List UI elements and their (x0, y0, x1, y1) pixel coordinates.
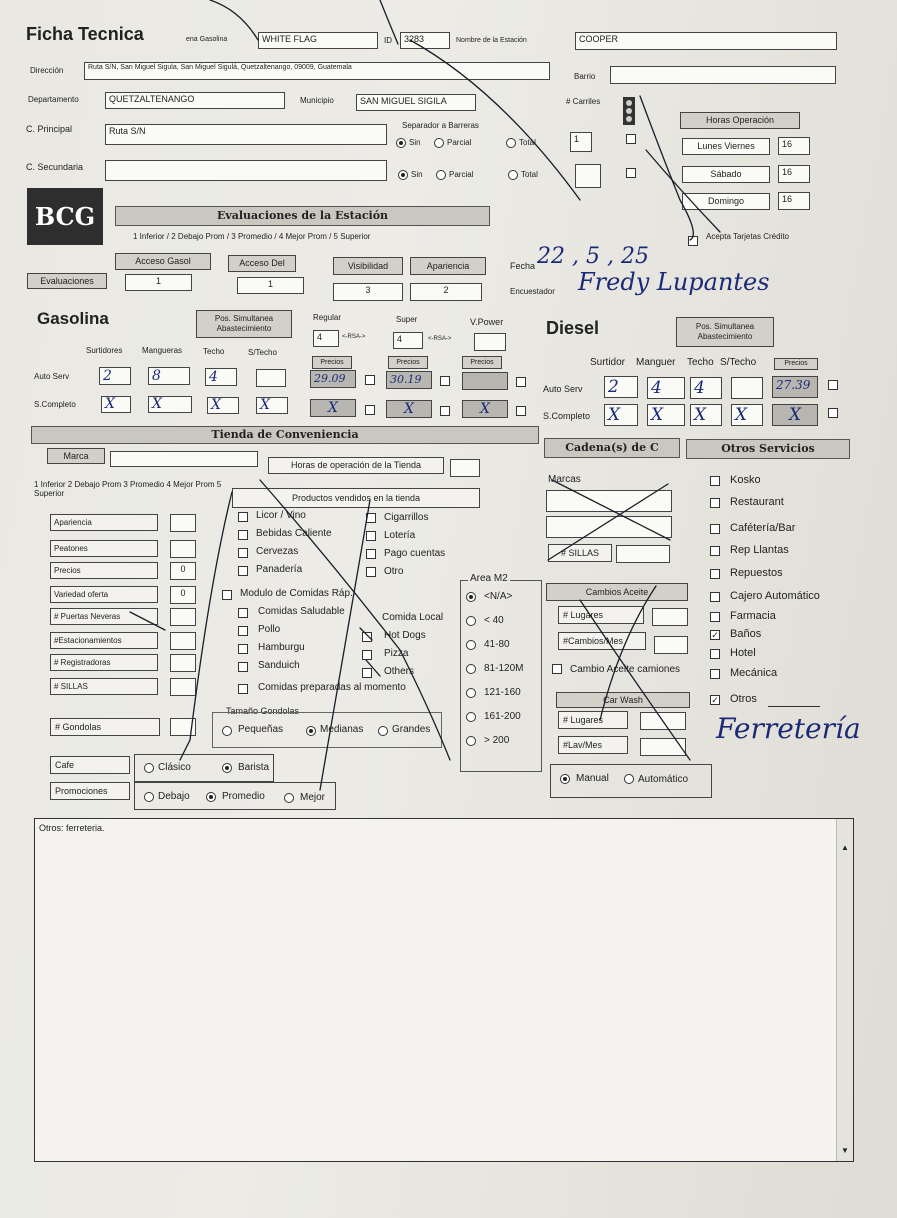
station-label: Nombre de la Estación (456, 37, 527, 44)
tienda-row-field[interactable]: 0 (170, 562, 196, 580)
tienda-header: Tienda de Conveniencia (31, 426, 539, 444)
carwash-lugares-label: # Lugares (558, 711, 628, 729)
promo-promedio-radio[interactable] (206, 792, 216, 802)
diesel-col-techo: Techo (687, 357, 714, 368)
otros-header: Otros Servicios (686, 439, 850, 459)
diesel-col-stecho: S/Techo (720, 357, 757, 368)
scroll-up-icon[interactable]: ▲ (841, 843, 849, 852)
sep2-parcial-radio[interactable] (436, 170, 446, 180)
super-field[interactable]: 4 (393, 332, 423, 349)
gas-precios-3-label: Precios (462, 356, 502, 369)
producto-label: Cigarrillos (384, 512, 429, 523)
station-field[interactable]: COOPER (575, 32, 837, 50)
sep2-sin-label: Sin (411, 170, 423, 179)
gas-auto-precio-2[interactable]: 30.19 (386, 371, 432, 389)
rsa-label-2: <-RSA-> (428, 336, 452, 342)
gondolas-label: # Gondolas (50, 718, 160, 736)
diesel-col-manguer: Manguer (636, 357, 676, 368)
acceso-del-label: Acceso Del (228, 255, 296, 272)
producto-check[interactable] (366, 567, 376, 577)
regular-label: Regular (313, 313, 342, 322)
producto-label: Lotería (384, 530, 416, 541)
gas-auto-surtidores[interactable]: 2 (99, 367, 131, 385)
diesel-auto-stecho[interactable] (731, 377, 763, 399)
diesel-comp-surtidor[interactable]: X (604, 404, 638, 426)
producto-label: Otro (384, 566, 404, 577)
cafe-clasico-radio[interactable] (144, 763, 154, 773)
comida-label: Hamburgu (258, 642, 305, 653)
camiones-check[interactable] (552, 664, 562, 674)
sep1-sin-radio[interactable] (396, 138, 406, 148)
otros-label: Kosko (730, 474, 761, 486)
comida-label: Hot Dogs (384, 630, 426, 641)
sep2-sin-radio[interactable] (398, 170, 408, 180)
tarjetas-label: Acepta Tarjetas Crédito (706, 232, 790, 241)
tienda-row-label: Peatones (50, 540, 158, 557)
sep2-total-radio[interactable] (508, 170, 518, 180)
area-label: <N/A> (484, 591, 513, 602)
comida-label: Pizza (384, 648, 409, 659)
gas-comp-precio-2-check[interactable] (440, 406, 450, 416)
producto-check[interactable] (238, 530, 248, 540)
gas-precios-2-label: Precios (388, 356, 428, 369)
diesel-auto-precio[interactable]: 27.39 (772, 376, 818, 398)
area-radio[interactable] (466, 736, 476, 746)
tienda-row-label: #Estacionamientos (50, 632, 158, 649)
comida-check[interactable] (238, 684, 248, 694)
tienda-scale: 1 Inferior 2 Debajo Prom 3 Promedio 4 Mejor Prom 5 Superior (34, 480, 222, 498)
gas-pos-button[interactable]: Pos. Simultanea Abastecimiento (196, 310, 292, 338)
tienda-row-label: Variedad oferta (50, 586, 158, 603)
otros-label: Cajero Automático (730, 590, 820, 602)
diesel-comp-precio-check[interactable] (828, 408, 838, 418)
otros-label: Restaurant (730, 496, 784, 508)
cambios-mes-field[interactable] (654, 636, 688, 654)
marcas-field-2[interactable] (546, 516, 672, 538)
comida-check[interactable] (362, 632, 372, 642)
diesel-comp-techo[interactable]: X (690, 404, 722, 426)
cambios-lugares-field[interactable] (652, 608, 688, 626)
dom-label: Domingo (682, 193, 770, 210)
id-label: ID (384, 36, 392, 45)
tamano-grandes-label: Grandes (392, 724, 431, 735)
tienda-row-field[interactable] (170, 514, 196, 532)
otros-check[interactable] (710, 498, 720, 508)
cambios-aceite-button[interactable]: Cambios Aceite (546, 583, 688, 601)
gas-auto-precio-2-check[interactable] (440, 376, 450, 386)
area-label: 41-80 (484, 639, 510, 650)
area-radio[interactable] (466, 592, 476, 602)
marca-label: Marca (47, 448, 105, 464)
notes-text: Otros: ferreteria. (39, 823, 105, 833)
gas-col-mangueras: Mangueras (142, 346, 183, 355)
gas-comp-mangueras[interactable]: X (148, 396, 192, 413)
acceso-gasol-label: Acceso Gasol (115, 253, 211, 270)
marcas-label: Marcas (548, 474, 581, 485)
producto-label: Pago cuentas (384, 548, 446, 559)
area-radio[interactable] (466, 688, 476, 698)
manual-radio[interactable] (560, 774, 570, 784)
gas-comp-stecho[interactable]: X (256, 397, 288, 414)
tamano-pequenas-label: Pequeñas (238, 724, 284, 735)
horas-tienda-field[interactable] (450, 459, 480, 477)
sab-field[interactable]: 16 (778, 165, 810, 183)
area-title: Area M2 (470, 573, 508, 584)
brand-label: ena Gasolina (186, 36, 228, 43)
gas-comp-precio-1[interactable]: X (310, 399, 356, 417)
gasolina-title: Gasolina (37, 309, 109, 328)
producto-check[interactable] (238, 566, 248, 576)
otros-check[interactable] (710, 569, 720, 579)
gas-comp-precio-3[interactable]: X (462, 400, 508, 418)
tamano-medianas-radio[interactable] (306, 726, 316, 736)
tamano-grandes-radio[interactable] (378, 726, 388, 736)
sep1-total-radio[interactable] (506, 138, 516, 148)
comida-label: Pollo (258, 624, 281, 635)
gas-precios-1-label: Precios (312, 356, 352, 369)
diesel-title: Diesel (546, 318, 600, 338)
otros-check[interactable]: ✓ (711, 695, 719, 705)
muni-label: Municipio (300, 96, 334, 105)
area-radio[interactable] (466, 664, 476, 674)
notes-scrollbar[interactable] (836, 819, 853, 1161)
sep2-parcial-label: Parcial (449, 170, 474, 179)
producto-label: Licor / Vino (256, 510, 306, 521)
sep1-parcial-radio[interactable] (434, 138, 444, 148)
fecha-value: 22 , 5 , 25 (537, 244, 649, 269)
barrio-label: Barrio (574, 72, 596, 81)
gondolas-field[interactable] (170, 718, 196, 736)
direccion-label: Dirección (30, 66, 64, 75)
vpower-field[interactable] (474, 333, 506, 351)
lv-field[interactable]: 16 (778, 137, 810, 155)
otros-label: Otros (730, 693, 757, 705)
sep1-sin-label: Sin (409, 138, 421, 147)
otros-label: Farmacia (730, 610, 776, 622)
id-field[interactable]: 3283 (400, 32, 450, 49)
secundaria-label: C. Secundaria (26, 162, 84, 172)
direccion-field[interactable]: Ruta S/N, San Miguel Sigula, San Miguel Sigulá, Quetzaltenango, 09009, Guatemala (84, 62, 550, 80)
tienda-row-label: Precios (50, 562, 158, 579)
producto-check[interactable] (366, 549, 376, 559)
comida-label: Comida Local (382, 612, 444, 623)
producto-label: Panadería (256, 564, 303, 575)
comida-check[interactable] (362, 650, 372, 660)
acceso-del-field[interactable]: 1 (237, 277, 304, 294)
vpower-label: V.Power (470, 317, 504, 327)
marcas-field-1[interactable] (546, 490, 672, 512)
lav-mes-field[interactable] (640, 738, 686, 756)
gas-comp-surtidores[interactable]: X (101, 396, 131, 413)
producto-label: Bebidas Caliente (256, 528, 332, 539)
producto-check[interactable] (238, 512, 248, 522)
diesel-auto-manguer[interactable]: 4 (647, 377, 685, 399)
cadena-sillas-field[interactable] (616, 545, 670, 563)
manual-label: Manual (576, 773, 609, 784)
diesel-comp-precio[interactable]: X (772, 404, 818, 426)
gas-comp-precio-2[interactable]: X (386, 400, 432, 418)
promo-mejor-radio[interactable] (284, 793, 294, 803)
diesel-pos-button[interactable]: Pos. Simultanea Abastecimiento (676, 317, 774, 347)
lav-mes-label: #Lav/Mes (558, 736, 628, 754)
tienda-row-label: # Registradoras (50, 654, 158, 671)
tienda-row-label: Apariencia (50, 514, 158, 531)
tienda-row-field[interactable] (170, 540, 196, 558)
sep1-total-label: Total (519, 138, 536, 147)
carriles-label: # Carriles (566, 97, 601, 106)
gas-auto-techo[interactable]: 4 (205, 368, 237, 386)
eval-header: Evaluaciones de la Estación (115, 206, 490, 226)
bcg-logo: BCG (27, 188, 103, 245)
productos-label: Productos vendidos en la tienda (232, 488, 480, 508)
gas-auto-precio-1-check[interactable] (365, 375, 375, 385)
traffic-light-icon (620, 96, 638, 126)
comida-check[interactable] (238, 662, 248, 672)
comida-label: Comidas preparadas al momento (258, 682, 406, 693)
tienda-row-field[interactable] (170, 608, 196, 626)
promo-mejor-label: Mejor (300, 792, 326, 803)
tamano-label: Tamaño Gondolas (226, 706, 300, 716)
carriles-1-check[interactable] (626, 134, 636, 144)
notes-textarea[interactable] (34, 818, 854, 1162)
sep1-parcial-label: Parcial (447, 138, 472, 147)
cadena-sillas-label: # SILLAS (548, 544, 612, 562)
evaluaciones-button[interactable]: Evaluaciones (27, 273, 107, 289)
comida-check[interactable] (362, 668, 372, 678)
rsa-label-1: <-RSA-> (342, 334, 366, 340)
otros-check[interactable] (710, 669, 720, 679)
area-label: 121-160 (484, 687, 521, 698)
principal-field[interactable]: Ruta S/N (105, 124, 387, 145)
comida-label: Sanduich (258, 660, 300, 671)
gas-col-stecho: S/Techo (248, 348, 277, 357)
horas-operacion-button[interactable]: Horas Operación (680, 112, 800, 129)
principal-label: C. Principal (26, 124, 73, 134)
diesel-col-surtidor: Surtidor (590, 357, 626, 368)
promo-promedio-label: Promedio (222, 791, 265, 802)
otros-label: Hotel (730, 647, 756, 659)
visibilidad-label: Visibilidad (333, 257, 403, 275)
diesel-scompleto-label: S.Completo (543, 411, 591, 421)
gas-auto-precio-3[interactable] (462, 372, 508, 390)
diesel-auto-precio-check[interactable] (828, 380, 838, 390)
horas-tienda-label: Horas de operación de la Tienda (268, 457, 444, 474)
diesel-comp-manguer[interactable]: X (647, 404, 685, 426)
otros-check[interactable] (710, 524, 720, 534)
gas-comp-precio-3-check[interactable] (516, 406, 526, 416)
carwash-lugares-field[interactable] (640, 712, 686, 730)
super-label: Super (396, 315, 418, 324)
area-radio[interactable] (466, 712, 476, 722)
modulo-label: Modulo de Comidas Ráp. (240, 588, 353, 599)
otros-label: Cafétería/Bar (730, 522, 796, 534)
cambios-lugares-label: # Lugares (558, 606, 644, 624)
barrio-field[interactable] (610, 66, 836, 84)
diesel-auto-surtidor[interactable]: 2 (604, 376, 638, 398)
visibilidad-field[interactable]: 3 (333, 283, 403, 301)
eval-scale: 1 Inferior / 2 Debajo Prom / 3 Promedio / 4 Mejor Prom / 5 Superior (133, 232, 371, 241)
producto-check[interactable] (366, 531, 376, 541)
otros-check[interactable] (710, 476, 720, 486)
otros-check[interactable] (710, 649, 720, 659)
form-title: Ficha Tecnica (26, 24, 144, 44)
encuestador-label: Encuestador (510, 287, 555, 296)
area-label: 161-200 (484, 711, 521, 722)
tamano-pequenas-radio[interactable] (222, 726, 232, 736)
area-radio[interactable] (466, 616, 476, 626)
diesel-autoserv-label: Auto Serv (543, 384, 583, 394)
cafe-barista-label: Barista (238, 762, 270, 773)
otros-check[interactable] (710, 592, 720, 602)
gas-autoserv-label: Auto Serv (34, 372, 70, 381)
gas-auto-precio-1[interactable]: 29.09 (310, 370, 356, 388)
diesel-precios-label: Precios (774, 358, 818, 370)
tamano-medianas-label: Medianas (320, 724, 364, 735)
carriles-1-field[interactable]: 1 (570, 132, 592, 152)
scroll-down-icon[interactable]: ▼ (841, 1146, 849, 1155)
comida-check[interactable] (238, 608, 248, 618)
muni-field[interactable]: SAN MIGUEL SIGILA (356, 94, 476, 111)
comida-label: Others (384, 666, 415, 677)
gas-auto-stecho[interactable] (256, 369, 286, 387)
otros-label: Repuestos (730, 567, 783, 579)
comida-check[interactable] (238, 644, 248, 654)
carwash-button[interactable]: Car Wash (556, 692, 690, 708)
apariencia-label: Apariencia (410, 257, 486, 275)
gas-col-surtidores: Surtidores (86, 346, 123, 355)
dom-field[interactable]: 16 (778, 192, 810, 210)
cafe-label: Cafe (50, 756, 130, 774)
tienda-row-field[interactable] (170, 678, 196, 696)
otros-label: Mecánica (730, 667, 778, 679)
acceso-gasol-field[interactable]: 1 (125, 274, 192, 291)
gas-auto-mangueras[interactable]: 8 (148, 367, 190, 385)
area-label: > 200 (484, 735, 510, 746)
tienda-row-label: # Puertas Neveras (50, 608, 158, 625)
cafe-barista-radio[interactable] (222, 763, 232, 773)
tienda-row-field[interactable] (170, 654, 196, 672)
fecha-label: Fecha (510, 261, 536, 271)
gas-scompleto-label: S.Completo (34, 400, 76, 409)
gas-col-techo: Techo (203, 347, 225, 356)
modulo-check[interactable] (222, 590, 232, 600)
depto-label: Departamento (28, 95, 79, 104)
automatico-label: Automático (638, 774, 689, 785)
area-label: 81-120M (484, 663, 524, 674)
area-radio[interactable] (466, 640, 476, 650)
regular-field[interactable]: 4 (313, 330, 339, 347)
promo-debajo-radio[interactable] (144, 792, 154, 802)
producto-label: Cervezas (256, 546, 299, 557)
depto-field[interactable]: QUETZALTENANGO (105, 92, 285, 109)
comida-label: Comidas Saludable (258, 606, 345, 617)
secundaria-field[interactable] (105, 160, 387, 181)
marca-field[interactable] (110, 451, 258, 467)
cadena-header: Cadena(s) de C (544, 438, 680, 458)
tienda-row-field[interactable]: 0 (170, 586, 196, 604)
brand-field[interactable]: WHITE FLAG (258, 32, 378, 49)
tienda-row-label: # SILLAS (50, 678, 158, 695)
otros-check[interactable]: ✓ (711, 630, 719, 640)
lv-label: Lunes Viernes (682, 138, 770, 155)
otros-check[interactable] (710, 612, 720, 622)
otros-handwritten: Ferretería (716, 712, 861, 745)
tarjetas-check[interactable] (688, 236, 698, 246)
sep2-total-label: Total (521, 170, 538, 179)
producto-check[interactable] (238, 548, 248, 558)
otros-underline (768, 706, 820, 707)
area-label: < 40 (484, 615, 504, 626)
gas-comp-precio-1-check[interactable] (365, 405, 375, 415)
sab-label: Sábado (682, 166, 770, 183)
tienda-row-field[interactable] (170, 632, 196, 650)
diesel-comp-stecho[interactable]: X (731, 404, 763, 426)
diesel-auto-techo[interactable]: 4 (690, 377, 722, 399)
separador-label: Separador a Barreras (402, 121, 479, 130)
cambios-mes-label: #Cambios/Mes (558, 632, 646, 650)
producto-check[interactable] (366, 513, 376, 523)
gas-auto-precio-3-check[interactable] (516, 377, 526, 387)
encuestador-value: Fredy Lupantes (578, 268, 770, 296)
automatico-radio[interactable] (624, 774, 634, 784)
promo-debajo-label: Debajo (158, 791, 190, 802)
cafe-clasico-label: Clásico (158, 762, 191, 773)
carriles-2-field[interactable] (575, 164, 601, 188)
promo-label: Promociones (50, 782, 130, 800)
apariencia-field[interactable]: 2 (410, 283, 482, 301)
comida-check[interactable] (238, 626, 248, 636)
gas-comp-techo[interactable]: X (207, 397, 239, 414)
carriles-2-check[interactable] (626, 168, 636, 178)
otros-check[interactable] (710, 546, 720, 556)
otros-label: Rep Llantas (730, 544, 789, 556)
camiones-label: Cambio Aceite camiones (570, 664, 681, 675)
otros-label: Baños (730, 628, 762, 640)
